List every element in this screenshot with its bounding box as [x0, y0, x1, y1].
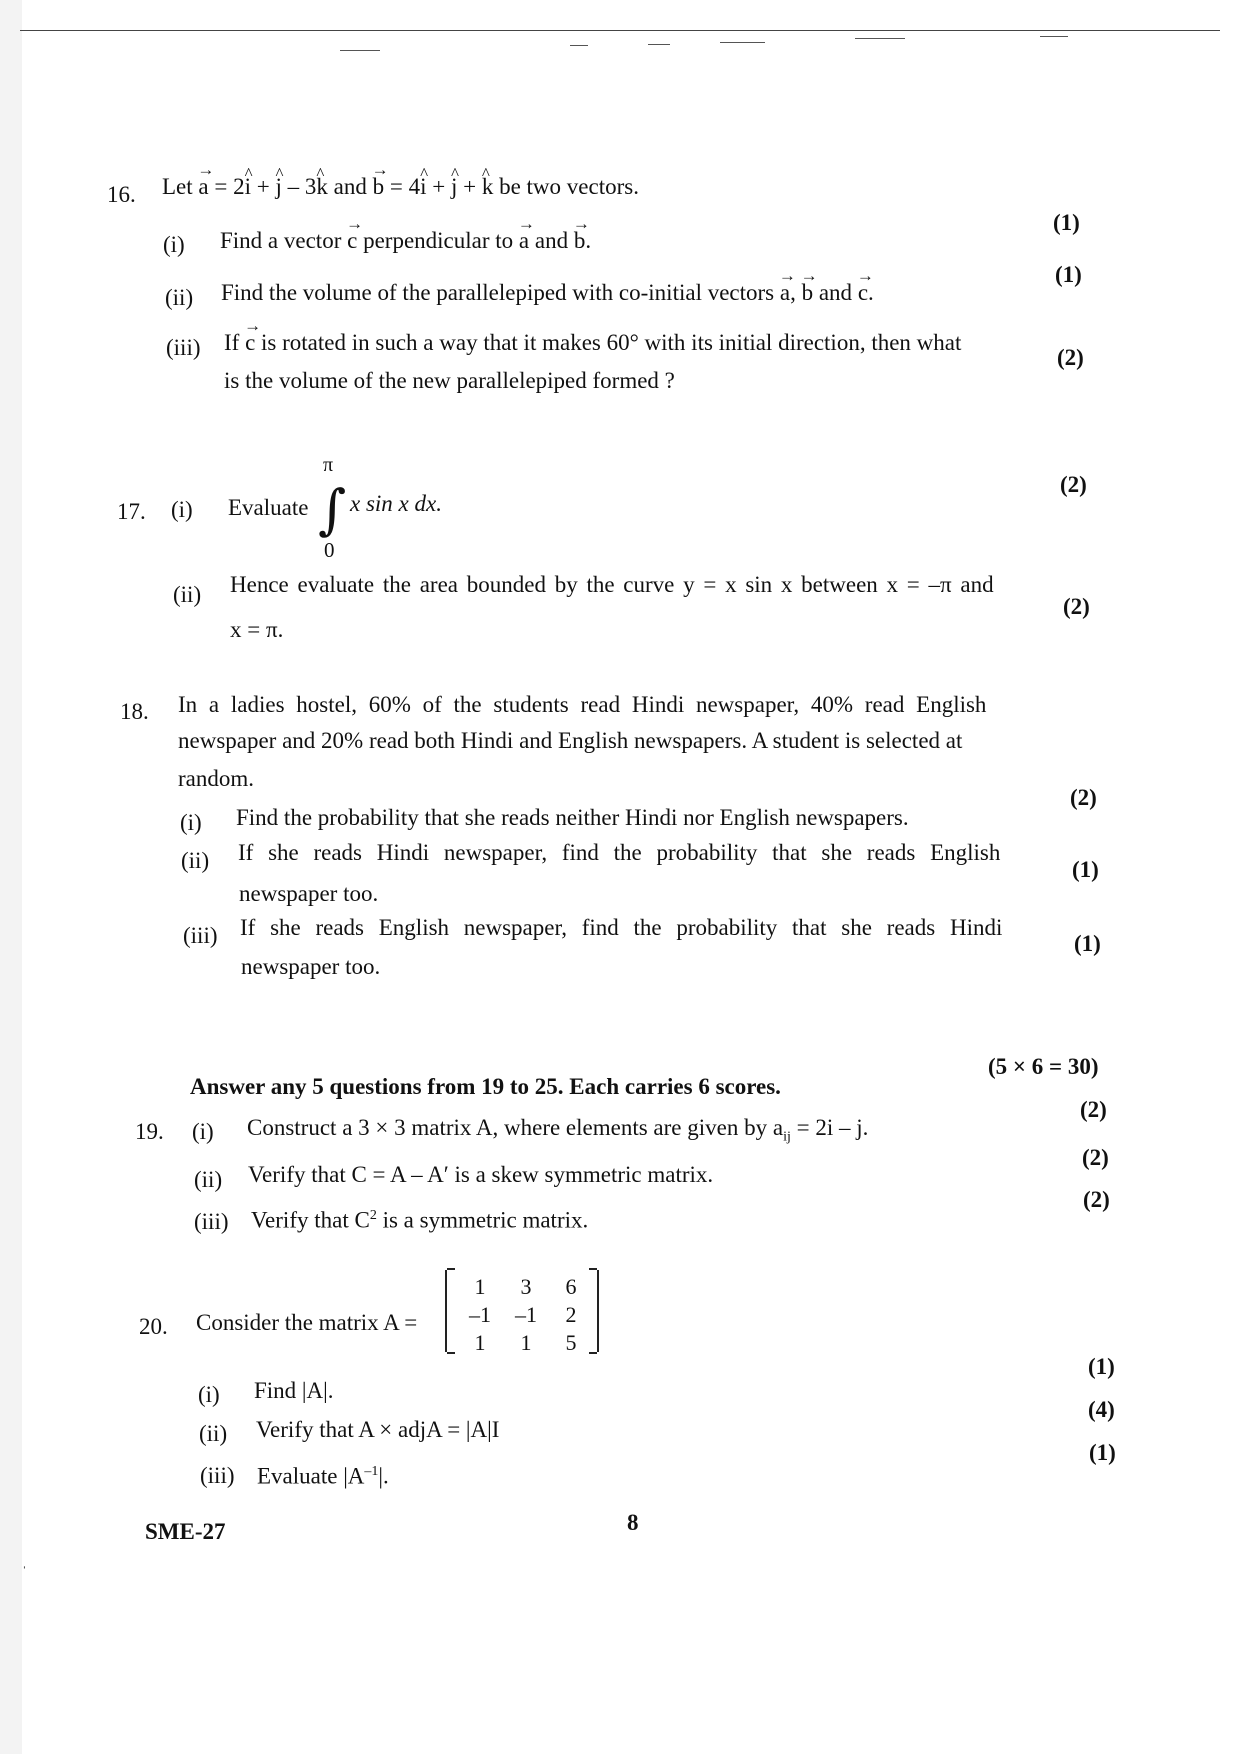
q18-iii-label: (iii): [183, 923, 218, 948]
q17-integral-upper: π: [323, 454, 334, 476]
q19-i-label: (i): [192, 1119, 214, 1144]
matrix-cell: –1: [515, 1302, 537, 1327]
q17-integrand: x sin x dx.: [350, 491, 442, 516]
q17-ii-label: (ii): [173, 582, 202, 607]
q18-number: 18.: [120, 699, 149, 724]
section-marks: (5 × 6 = 30): [988, 1054, 1099, 1079]
scan-top-rule: [20, 30, 1220, 31]
q20-iii-marks: (1): [1089, 1440, 1116, 1465]
q17-ii-line2: x = π.: [230, 617, 284, 642]
q20-i-marks: (1): [1088, 1354, 1115, 1379]
q16-number: 16.: [107, 182, 136, 207]
scan-edge-shade: [0, 0, 22, 1754]
q18-iii-marks: (1): [1074, 931, 1101, 956]
matrix-cell: 2: [565, 1302, 577, 1327]
q16-ii-marks: (1): [1055, 262, 1082, 287]
q16-iii-marks: (2): [1057, 345, 1084, 370]
q20-ii-label: (ii): [199, 1421, 228, 1446]
q18-ii-label: (ii): [181, 848, 210, 873]
q18-iii-line2: newspaper too.: [241, 954, 381, 979]
q16-iii-line2: is the volume of the new parallelepiped formed ?: [224, 368, 675, 393]
q16-iii-text: If → c is rotated in such a way that it makes 60° with its initial direction, then what: [224, 328, 961, 358]
matrix-cell: 6: [565, 1274, 577, 1299]
q20-ii-marks: (4): [1088, 1397, 1115, 1422]
scan-dash: [720, 42, 765, 43]
q16-iii-label: (iii): [166, 335, 201, 360]
q17-ii-marks: (2): [1063, 594, 1090, 619]
integral-sign: ∫: [318, 478, 347, 541]
scan-dash: [1040, 36, 1068, 37]
q18-iii-line1: If she reads English newspaper, find the probability that she reads Hindi: [240, 915, 1003, 940]
q19-number: 19.: [135, 1119, 164, 1144]
q17-i-text: Evaluate: [228, 495, 309, 520]
matrix-cell: 5: [565, 1330, 577, 1355]
scan-dash: [855, 38, 905, 39]
q20-i-text: Find |A|.: [254, 1378, 334, 1403]
scan-dash: [648, 44, 670, 45]
q19-ii-label: (ii): [194, 1167, 223, 1192]
q19-iii-text: Verify that $C^2$ is a symmetric matrix.: [251, 1207, 589, 1233]
q18-i-label: (i): [180, 810, 202, 835]
q16-i-text: Find a vector → c perpendicular to → a and → b.: [220, 226, 591, 256]
q16-i-marks: (1): [1053, 210, 1080, 235]
q16-i-label: (i): [163, 232, 185, 257]
q19-ii-marks: (2): [1082, 1145, 1109, 1170]
q19-iii-marks: (2): [1083, 1187, 1110, 1212]
scan-mark: ˈ: [22, 1565, 27, 1580]
matrix-cell: 3: [520, 1274, 532, 1299]
matrix-cell: 1: [474, 1330, 486, 1355]
q19-i-marks: (2): [1080, 1097, 1107, 1122]
q18-stem-line3: random.: [178, 766, 255, 791]
q19-i-text: Construct a 3 × 3 matrix A, where elements are given by $a_{ij} = 2i - j$.: [247, 1115, 869, 1145]
q17-i-label: (i): [171, 497, 193, 522]
scan-dash: [570, 45, 588, 46]
q20-iii-label: (iii): [200, 1463, 235, 1488]
q17-ii-line1: Hence evaluate the area bounded by the curve y = x sin x between x = –π and: [230, 572, 994, 597]
q18-i-marks: (2): [1070, 785, 1097, 810]
q17-integral-lower: 0: [324, 538, 335, 562]
matrix-cell: 1: [520, 1330, 532, 1355]
q20-ii-text: Verify that A × adjA = |A|I: [256, 1417, 500, 1442]
q17-number: 17.: [117, 499, 146, 524]
q18-stem-line2: newspaper and 20% read both Hindi and English newspapers. A student is selected at: [178, 728, 963, 753]
q16-stem: Let → a = 2^ i + ^ j – 3^ k and → b = 4^ i + ^ j + ^ k be two vectors.: [162, 172, 639, 202]
q20-iii-text: Evaluate $|A^{-1}|$.: [257, 1463, 389, 1489]
matrix-a: [445, 1270, 599, 1355]
footer-code: SME-27: [145, 1519, 226, 1544]
q16-ii-text: Find the volume of the parallelepiped with co-initial vectors → a, → b and → c.: [221, 278, 874, 308]
q20-number: 20.: [139, 1314, 168, 1339]
matrix-cell: 1: [474, 1274, 486, 1299]
scan-dash: [340, 50, 380, 51]
q18-stem-line1: In a ladies hostel, 60% of the students read Hindi newspaper, 40% read English: [178, 692, 987, 717]
q16-ii-label: (ii): [165, 285, 194, 310]
q20-i-label: (i): [198, 1382, 220, 1407]
q18-ii-line2: newspaper too.: [239, 881, 379, 906]
q18-ii-marks: (1): [1072, 857, 1099, 882]
q19-iii-label: (iii): [194, 1209, 229, 1234]
q19-ii-text: Verify that C = A – A′ is a skew symmetric matrix.: [248, 1162, 714, 1187]
q18-i-text: Find the probability that she reads neither Hindi nor English newspapers.: [236, 805, 909, 830]
footer-page-number: 8: [627, 1510, 639, 1535]
q18-ii-line1: If she reads Hindi newspaper, find the probability that she reads English: [238, 840, 1001, 865]
q17-i-marks: (2): [1060, 472, 1087, 497]
matrix-cell: –1: [469, 1302, 491, 1327]
q20-stem: Consider the matrix A =: [196, 1310, 418, 1335]
section-instruction: Answer any 5 questions from 19 to 25. Each carries 6 scores.: [190, 1074, 781, 1099]
